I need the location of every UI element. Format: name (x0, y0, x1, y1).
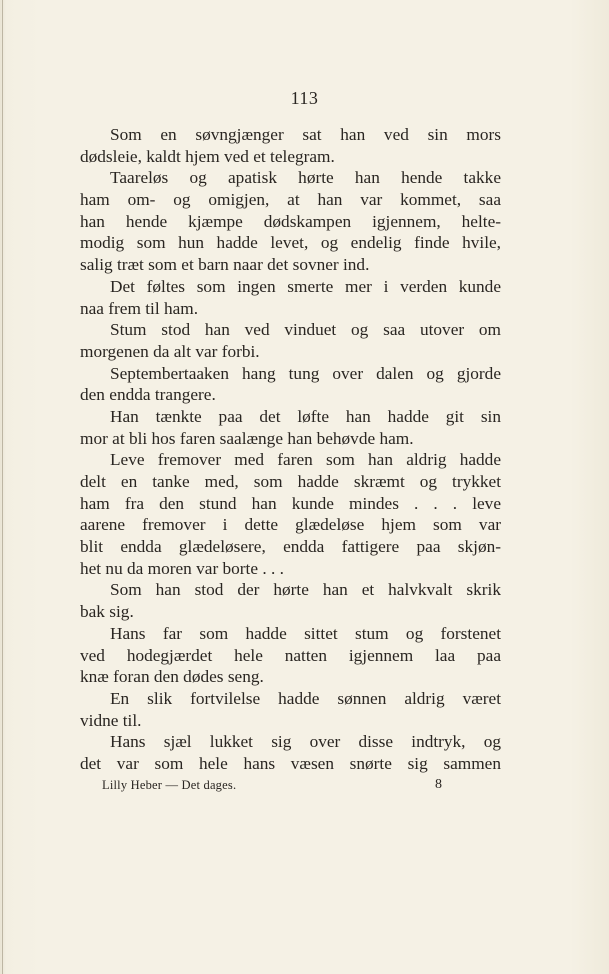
text-line: Leve fremover med faren som han aldrig hadde (110, 450, 501, 470)
text-line: naa frem til ham. (80, 298, 199, 318)
text-line: mor at bli hos faren saalænge han behøvde ham. (80, 428, 414, 448)
body-text (80, 124, 501, 775)
text-line: het nu da moren var borte . . . (80, 558, 284, 578)
text-line: ved hodegjærdet hele natten igjennem laa paa (80, 645, 501, 665)
text-line: Hans sjæl lukket sig over disse indtryk, og (110, 732, 501, 752)
page-number: 113 (290, 88, 319, 108)
page-edge-line (2, 0, 3, 974)
text-line: bak sig. (80, 602, 134, 622)
text-line: Som han stod der hørte han et halvkvalt skrik (110, 580, 501, 600)
text-line: Han tænkte paa det løfte han hadde git sin (110, 406, 501, 426)
text-line: vidne til. (80, 710, 142, 730)
text-line: den endda trangere. (80, 385, 216, 405)
text-line: modig som hun hadde levet, og endelig finde hvile, (80, 233, 501, 253)
text-line: Som en søvngjænger sat han ved sin mors (110, 125, 501, 144)
text-line: blit endda glædeløsere, endda fattigere paa skjøn- (80, 537, 501, 557)
text-line: ham om- og omigjen, at han var kommet, saa (80, 190, 501, 210)
text-line: det var som hele hans væsen snørte sig sammen (80, 753, 501, 773)
text-line: ham fra den stund han kunde mindes . . . leve (80, 493, 501, 513)
text-line: Stum stod han ved vinduet og saa utover om (110, 320, 501, 340)
text-line: knæ foran den dødes seng. (80, 667, 264, 687)
text-line: han hende kjæmpe dødskampen igjennem, helte- (80, 211, 501, 231)
text-line: Det føltes som ingen smerte mer i verden kunde (110, 276, 501, 296)
text-line: aarene fremover i dette glædeløse hjem som var (80, 515, 501, 535)
text-line: Taareløs og apatisk hørte han hende takke (110, 168, 501, 188)
text-line: salig træt som et barn naar det sovner ind. (80, 255, 370, 275)
footer-signature-mark: 8 (435, 777, 442, 792)
text-line: En slik fortvilelse hadde sønnen aldrig været (110, 688, 501, 708)
text-line: Septembertaaken hang tung over dalen og gjorde (110, 363, 501, 383)
text-line: delt en tanke med, som hadde skræmt og trykket (80, 472, 501, 491)
footer-book-title: Lilly Heber — Det dages. (102, 778, 237, 792)
text-line: morgenen da alt var forbi. (80, 341, 260, 361)
text-line: dødsleie, kaldt hjem ved et telegram. (80, 146, 335, 166)
text-line: Hans far som hadde sittet stum og forstenet (110, 623, 501, 643)
